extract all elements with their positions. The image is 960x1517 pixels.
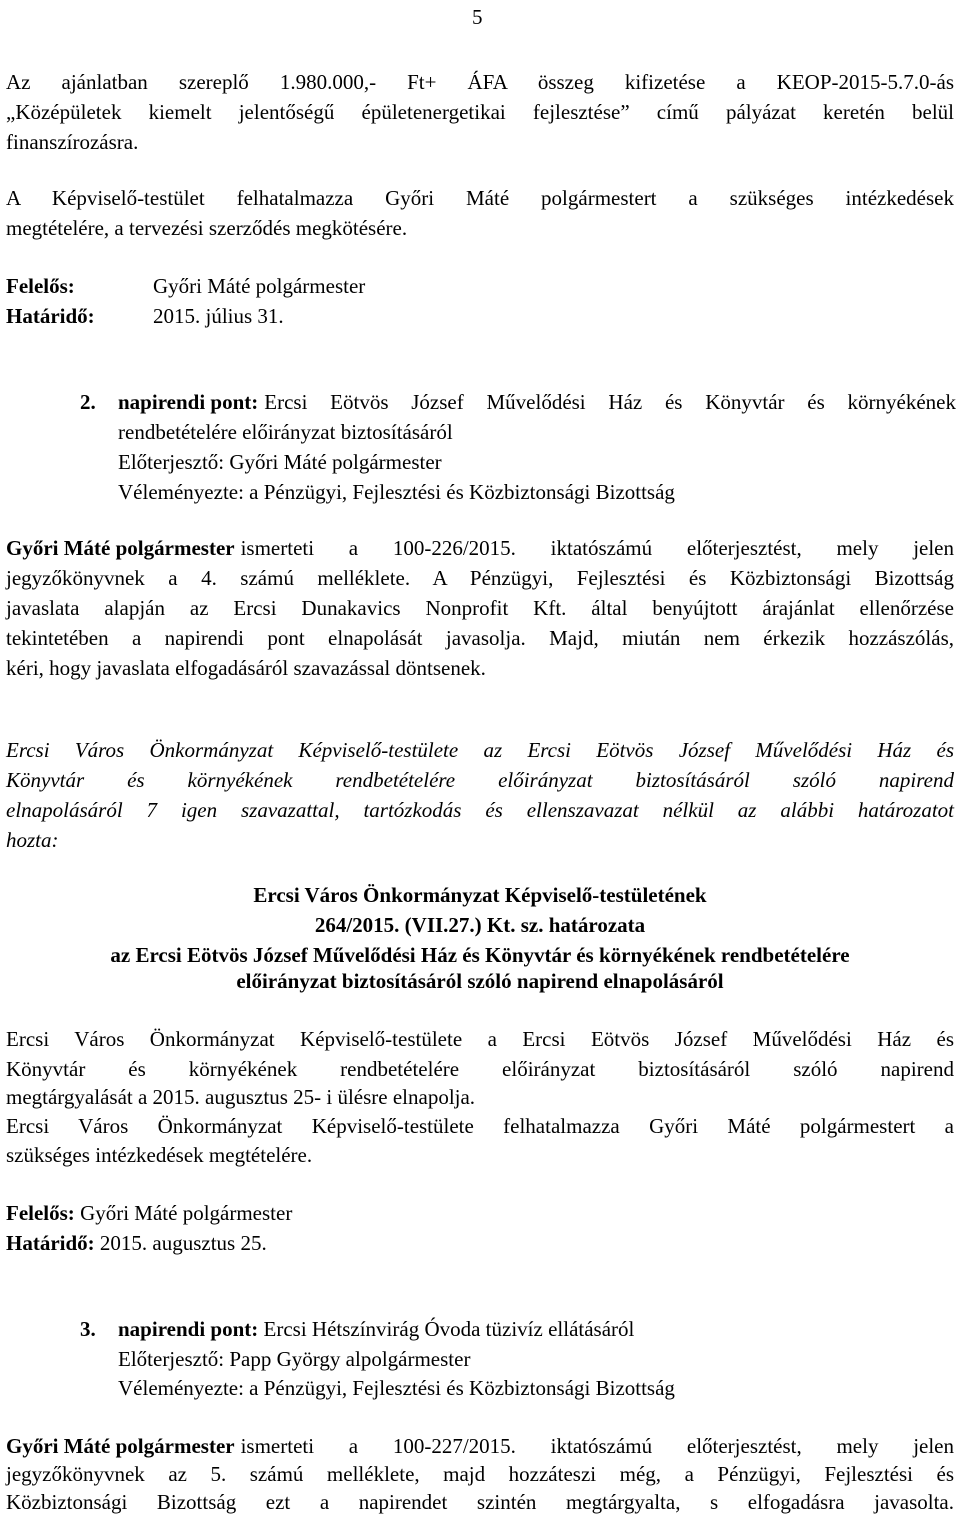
discussion2-line-1-text: ismerteti a 100-226/2015. iktatószámú előterjesztést, mely jelen — [240, 536, 954, 560]
discussion3-line-2: jegyzőkönyvnek az 5. számú melléklete, majd hozzáteszi még, a Pénzügyi, Fejlesztési és — [6, 1462, 954, 1486]
intro-line-2: „Középületek kiemelt jelentőségű épületenergetikai fejlesztése” című pályázat keretén belül — [6, 100, 954, 124]
agenda3-number: 3. — [80, 1317, 96, 1341]
resolution-felelos — [6, 1198, 292, 1228]
vote2-line-4: hozta: — [6, 828, 59, 852]
agenda3-title: Ercsi Hétszínvirág Óvoda tüzivíz ellátásáról — [263, 1317, 635, 1341]
agenda2-number: 2. — [80, 390, 96, 414]
agenda2-label: napirendi pont: — [118, 390, 259, 414]
agenda2-presenter: Előterjesztő: Győri Máté polgármester — [118, 450, 442, 474]
resolution-heading-3: az Ercsi Eötvös József Művelődési Ház és Könyvtár és környékének rendbetételére — [110, 943, 850, 967]
resolution-heading-2: 264/2015. (VII.27.) Kt. sz. határozata — [314, 913, 646, 937]
resolution-heading-4: előirányzat biztosításáról szóló napirend elnapolásáról — [236, 969, 724, 993]
agenda2-heading — [118, 387, 956, 417]
intro-line-1: Az ajánlatban szereplő 1.980.000,- Ft+ ÁFA összeg kifizetése a KEOP-2015-5.7.0-ás — [6, 70, 954, 94]
felelos-value: Győri Máté polgármester — [153, 274, 366, 298]
agenda3-heading — [118, 1314, 634, 1344]
discussion2-line-2: jegyzőkönyvnek a 4. számú melléklete. A Pénzügyi, Fejlesztési és Közbiztonsági Bizottság — [6, 566, 954, 590]
resolution-felelos-value: Győri Máté polgármester — [80, 1201, 293, 1225]
vote2-line-2: Könyvtár és környékének rendbetételére előirányzat biztosításáról szóló napirend — [6, 768, 954, 792]
resolution-felelos-label: Felelős: — [6, 1201, 75, 1225]
discussion2-line-1 — [6, 533, 954, 563]
agenda2-reviewed: Véleményezte: a Pénzügyi, Fejlesztési és Közbiztonsági Bizottság — [118, 480, 675, 504]
discussion3-line-1 — [6, 1431, 954, 1461]
resolution-heading-1: Ercsi Város Önkormányzat Képviselő-testületének — [253, 883, 707, 907]
agenda3-label: napirendi pont: — [118, 1317, 259, 1341]
resolution-hatarido-label: Határidő: — [6, 1231, 95, 1255]
discussion3-line-3: Közbiztonsági Bizottság ezt a napirendet szintén megtárgyalta, s elfogadásra javasolta. — [6, 1490, 954, 1514]
page-number: 5 — [472, 5, 483, 29]
discussion3-line-1-text: ismerteti a 100-227/2015. iktatószámú előterjesztést, mely jelen — [240, 1434, 954, 1458]
resolution-hatarido-value: 2015. augusztus 25. — [99, 1231, 267, 1255]
felelos-label: Felelős: — [6, 274, 75, 298]
resolution-hatarido — [6, 1228, 267, 1258]
intro-line-3: finanszírozásra. — [6, 130, 139, 154]
agenda3-presenter: Előterjesztő: Papp György alpolgármester — [118, 1347, 471, 1371]
discussion2-speaker: Győri Máté polgármester — [6, 536, 235, 560]
discussion2-line-5: kéri, hogy javaslata elfogadásáról szavazással döntsenek. — [6, 656, 486, 680]
hatarido-label: Határidő: — [6, 304, 95, 328]
discussion2-line-3: javaslata alapján az Ercsi Dunakavics Nonprofit Kft. által benyújtott árajánlat ellenőrzése — [6, 596, 954, 620]
resolution-body2-line-2: szükséges intézkedések megtételére. — [6, 1143, 313, 1167]
resolution-body2-line-1: Ercsi Város Önkormányzat Képviselő-testülete felhatalmazza Győri Máté polgármestert a — [6, 1114, 954, 1138]
discussion2-line-4: tekintetében a napirendi pont elnapolását javasolja. Majd, miután nem érkezik hozzászólás, — [6, 626, 954, 650]
hatarido-value: 2015. július 31. — [153, 304, 284, 328]
vote2-line-3: elnapolásáról 7 igen szavazattal, tartózkodás és ellenszavazat nélkül az alábbi határozatot — [6, 798, 954, 822]
resolution-body1-line-2: Könyvtár és környékének rendbetételére előirányzat biztosításáról szóló napirend — [6, 1057, 954, 1081]
authorization-line-2: megtételére, a tervezési szerződés megkötésére. — [6, 216, 408, 240]
resolution-body1-line-1: Ercsi Város Önkormányzat Képviselő-testülete a Ercsi Eötvös József Művelődési Ház és — [6, 1027, 954, 1051]
discussion3-speaker: Győri Máté polgármester — [6, 1434, 235, 1458]
vote2-line-1: Ercsi Város Önkormányzat Képviselő-testülete az Ercsi Eötvös József Művelődési Ház és — [6, 738, 954, 762]
agenda3-reviewed: Véleményezte: a Pénzügyi, Fejlesztési és Közbiztonsági Bizottság — [118, 1376, 675, 1400]
agenda2-title-line-1: Ercsi Eötvös József Művelődési Ház és Könyvtár és környékének — [264, 390, 956, 414]
authorization-line-1: A Képviselő-testület felhatalmazza Győri Máté polgármestert a szükséges intézkedések — [6, 186, 954, 210]
agenda2-title-line-2: rendbetételére előirányzat biztosításáról — [118, 420, 453, 444]
resolution-body1-line-3: megtárgyalását a 2015. augusztus 25- i ülésre elnapolja. — [6, 1085, 476, 1109]
